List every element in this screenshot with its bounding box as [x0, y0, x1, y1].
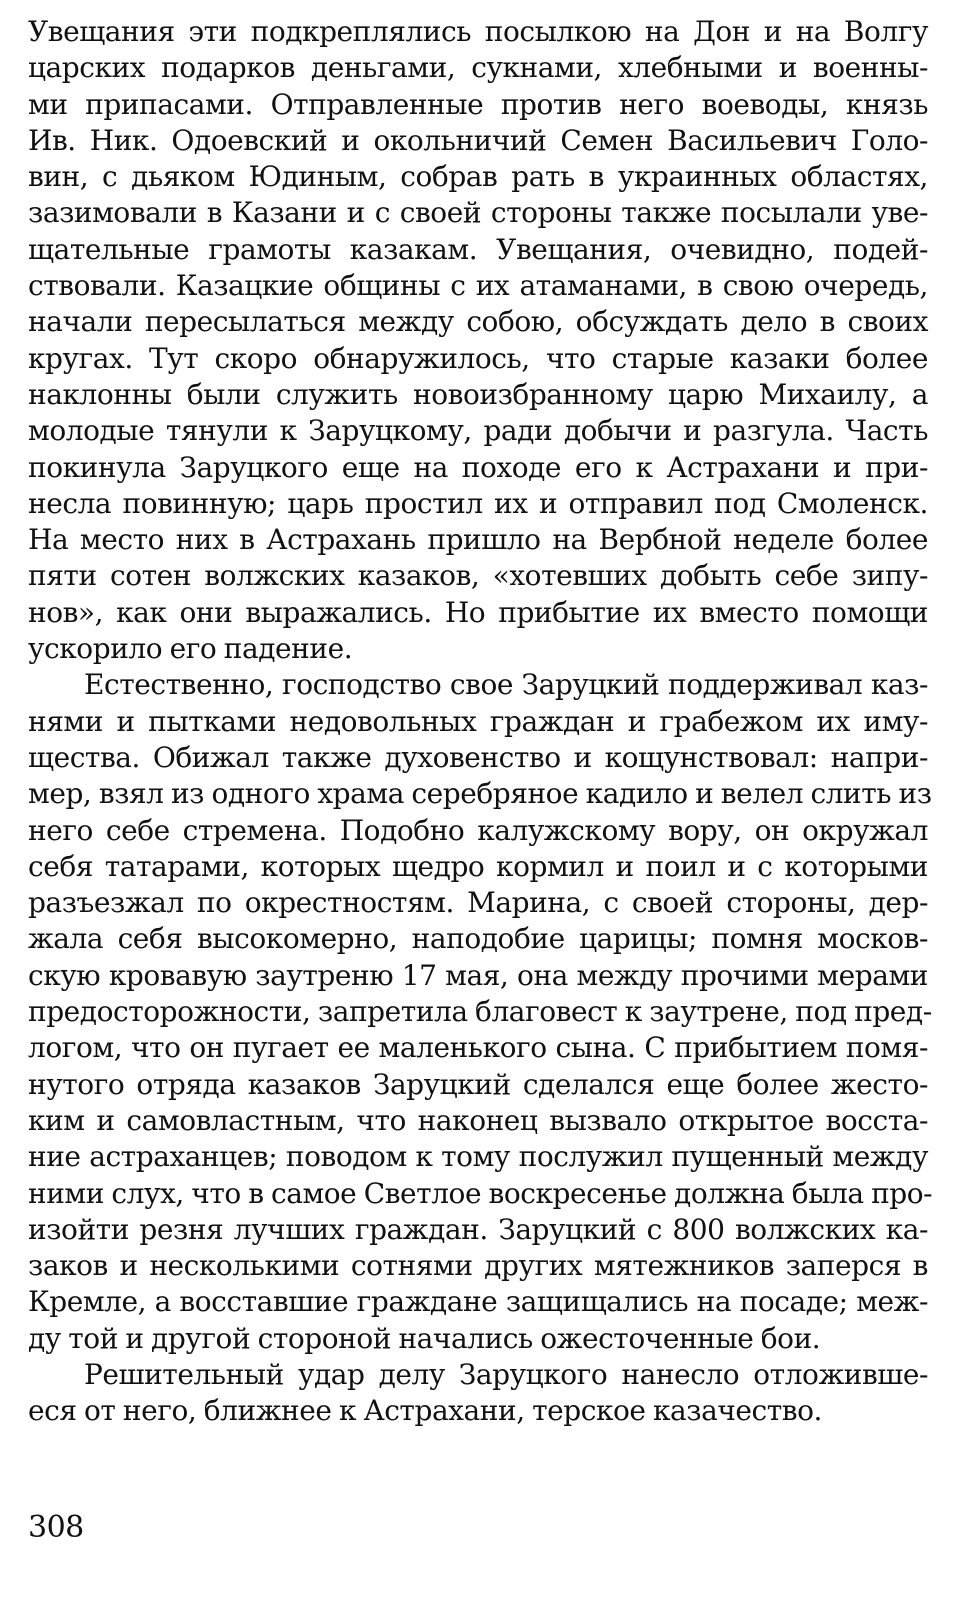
text-line: Решительный удар делу Заруцкого нанесло отложивше- [84, 1357, 928, 1391]
text-line: вин, с дьяком Юдиным, собрав рать в украинных областях, [28, 160, 928, 194]
text-line: Увещания эти подкреплялись посылкою на Дон и на Волгу [28, 15, 928, 48]
text-line: себя татарами, которых щедро кормил и поил и с которыми [28, 849, 928, 883]
text-line: щательные грамоты казакам. Увещания, очевидно, подей- [28, 232, 928, 266]
text-line: него себе стремена. Подобно калужскому вору, он окружал [28, 813, 928, 847]
text-line: еся от него, ближнее к Астрахани, терское казачество. [28, 1394, 822, 1428]
text-line: изойти резня лучших граждан. Заруцкий с 800 волжских ка- [28, 1212, 928, 1246]
text-line: ду той и другой стороной начались ожесточенные бои. [28, 1321, 821, 1355]
text-line: предосторожности, запретила благовест к заутрене, под пред- [28, 995, 932, 1029]
text-line: царских подарков деньгами, сукнами, хлебными и военны- [28, 51, 928, 85]
text-line: скую кровавую заутреню 17 мая, она между прочими мерами [28, 958, 928, 992]
text-line: молодые тянули к Заруцкому, ради добычи и разгула. Часть [28, 414, 928, 448]
text-line: логом, что он пугает ее маленького сына. С прибытием помя- [28, 1031, 928, 1065]
text-line: зазимовали в Казани и с своей стороны также посылали уве- [28, 196, 928, 230]
text-line: кругах. Тут скоро обнаружилось, что старые казаки более [28, 341, 928, 375]
text-line: ми припасами. Отправленные против него воеводы, князь [28, 87, 928, 121]
text-line: несла повинную; царь простил их и отправил под Смоленск. [28, 486, 928, 520]
text-line: нями и пытками недовольных граждан и грабежом их иму- [28, 704, 928, 738]
text-line: ствовали. Казацкие общины с их атаманами, в свою очередь, [28, 269, 928, 303]
paragraph-1 [28, 14, 928, 667]
text-line: Естественно, господство свое Заруцкий поддерживал каз- [84, 668, 928, 702]
text-line: щества. Обижал также духовенство и кощунствовал: напри- [28, 740, 928, 774]
text-line: наклонны были служить новоизбранному царю Михаилу, а [28, 377, 928, 411]
text-line: мер, взял из одного храма серебряное кадило и велел слить из [28, 777, 932, 811]
text-line: Ив. Ник. Одоевский и окольничий Семен Васильевич Голо- [28, 123, 928, 157]
text-line: нутого отряда казаков Заруцкий сделался еще более жесто- [28, 1067, 928, 1101]
paragraph-2 [28, 667, 933, 1357]
text-line: нов», как они выражались. Но прибытие их вместо помощи [28, 595, 928, 629]
paragraph-3 [28, 1357, 928, 1430]
text-line: ними слух, что в самое Светлое воскресенье должна была про- [28, 1176, 933, 1210]
text-line: На место них в Астрахань пришло на Вербной неделе более [28, 523, 928, 557]
text-line: разъезжал по окрестностям. Марина, с своей стороны, дер- [28, 886, 928, 920]
text-line: покинула Заруцкого еще на походе его к Астрахани и при- [28, 450, 928, 484]
page-body [28, 14, 933, 1430]
text-line: ускорило его падение. [28, 632, 353, 666]
text-line: заков и несколькими сотнями других мятежников заперся в [28, 1249, 928, 1283]
page-number: 308 [28, 1510, 84, 1545]
text-line: ким и самовластным, что наконец вызвало открытое восста- [28, 1103, 928, 1137]
text-line: ние астраханцев; поводом к тому послужил пущенный между [28, 1140, 928, 1174]
text-line: Кремле, а восставшие граждане защищались на посаде; меж- [28, 1285, 928, 1319]
text-line: жала себя высокомерно, наподобие царицы; помня москов- [28, 922, 928, 956]
text-line: пяти сотен волжских казаков, «хотевших добыть себе зипу- [28, 559, 928, 593]
text-line: начали пересылаться между собою, обсуждать дело в своих [28, 305, 928, 339]
